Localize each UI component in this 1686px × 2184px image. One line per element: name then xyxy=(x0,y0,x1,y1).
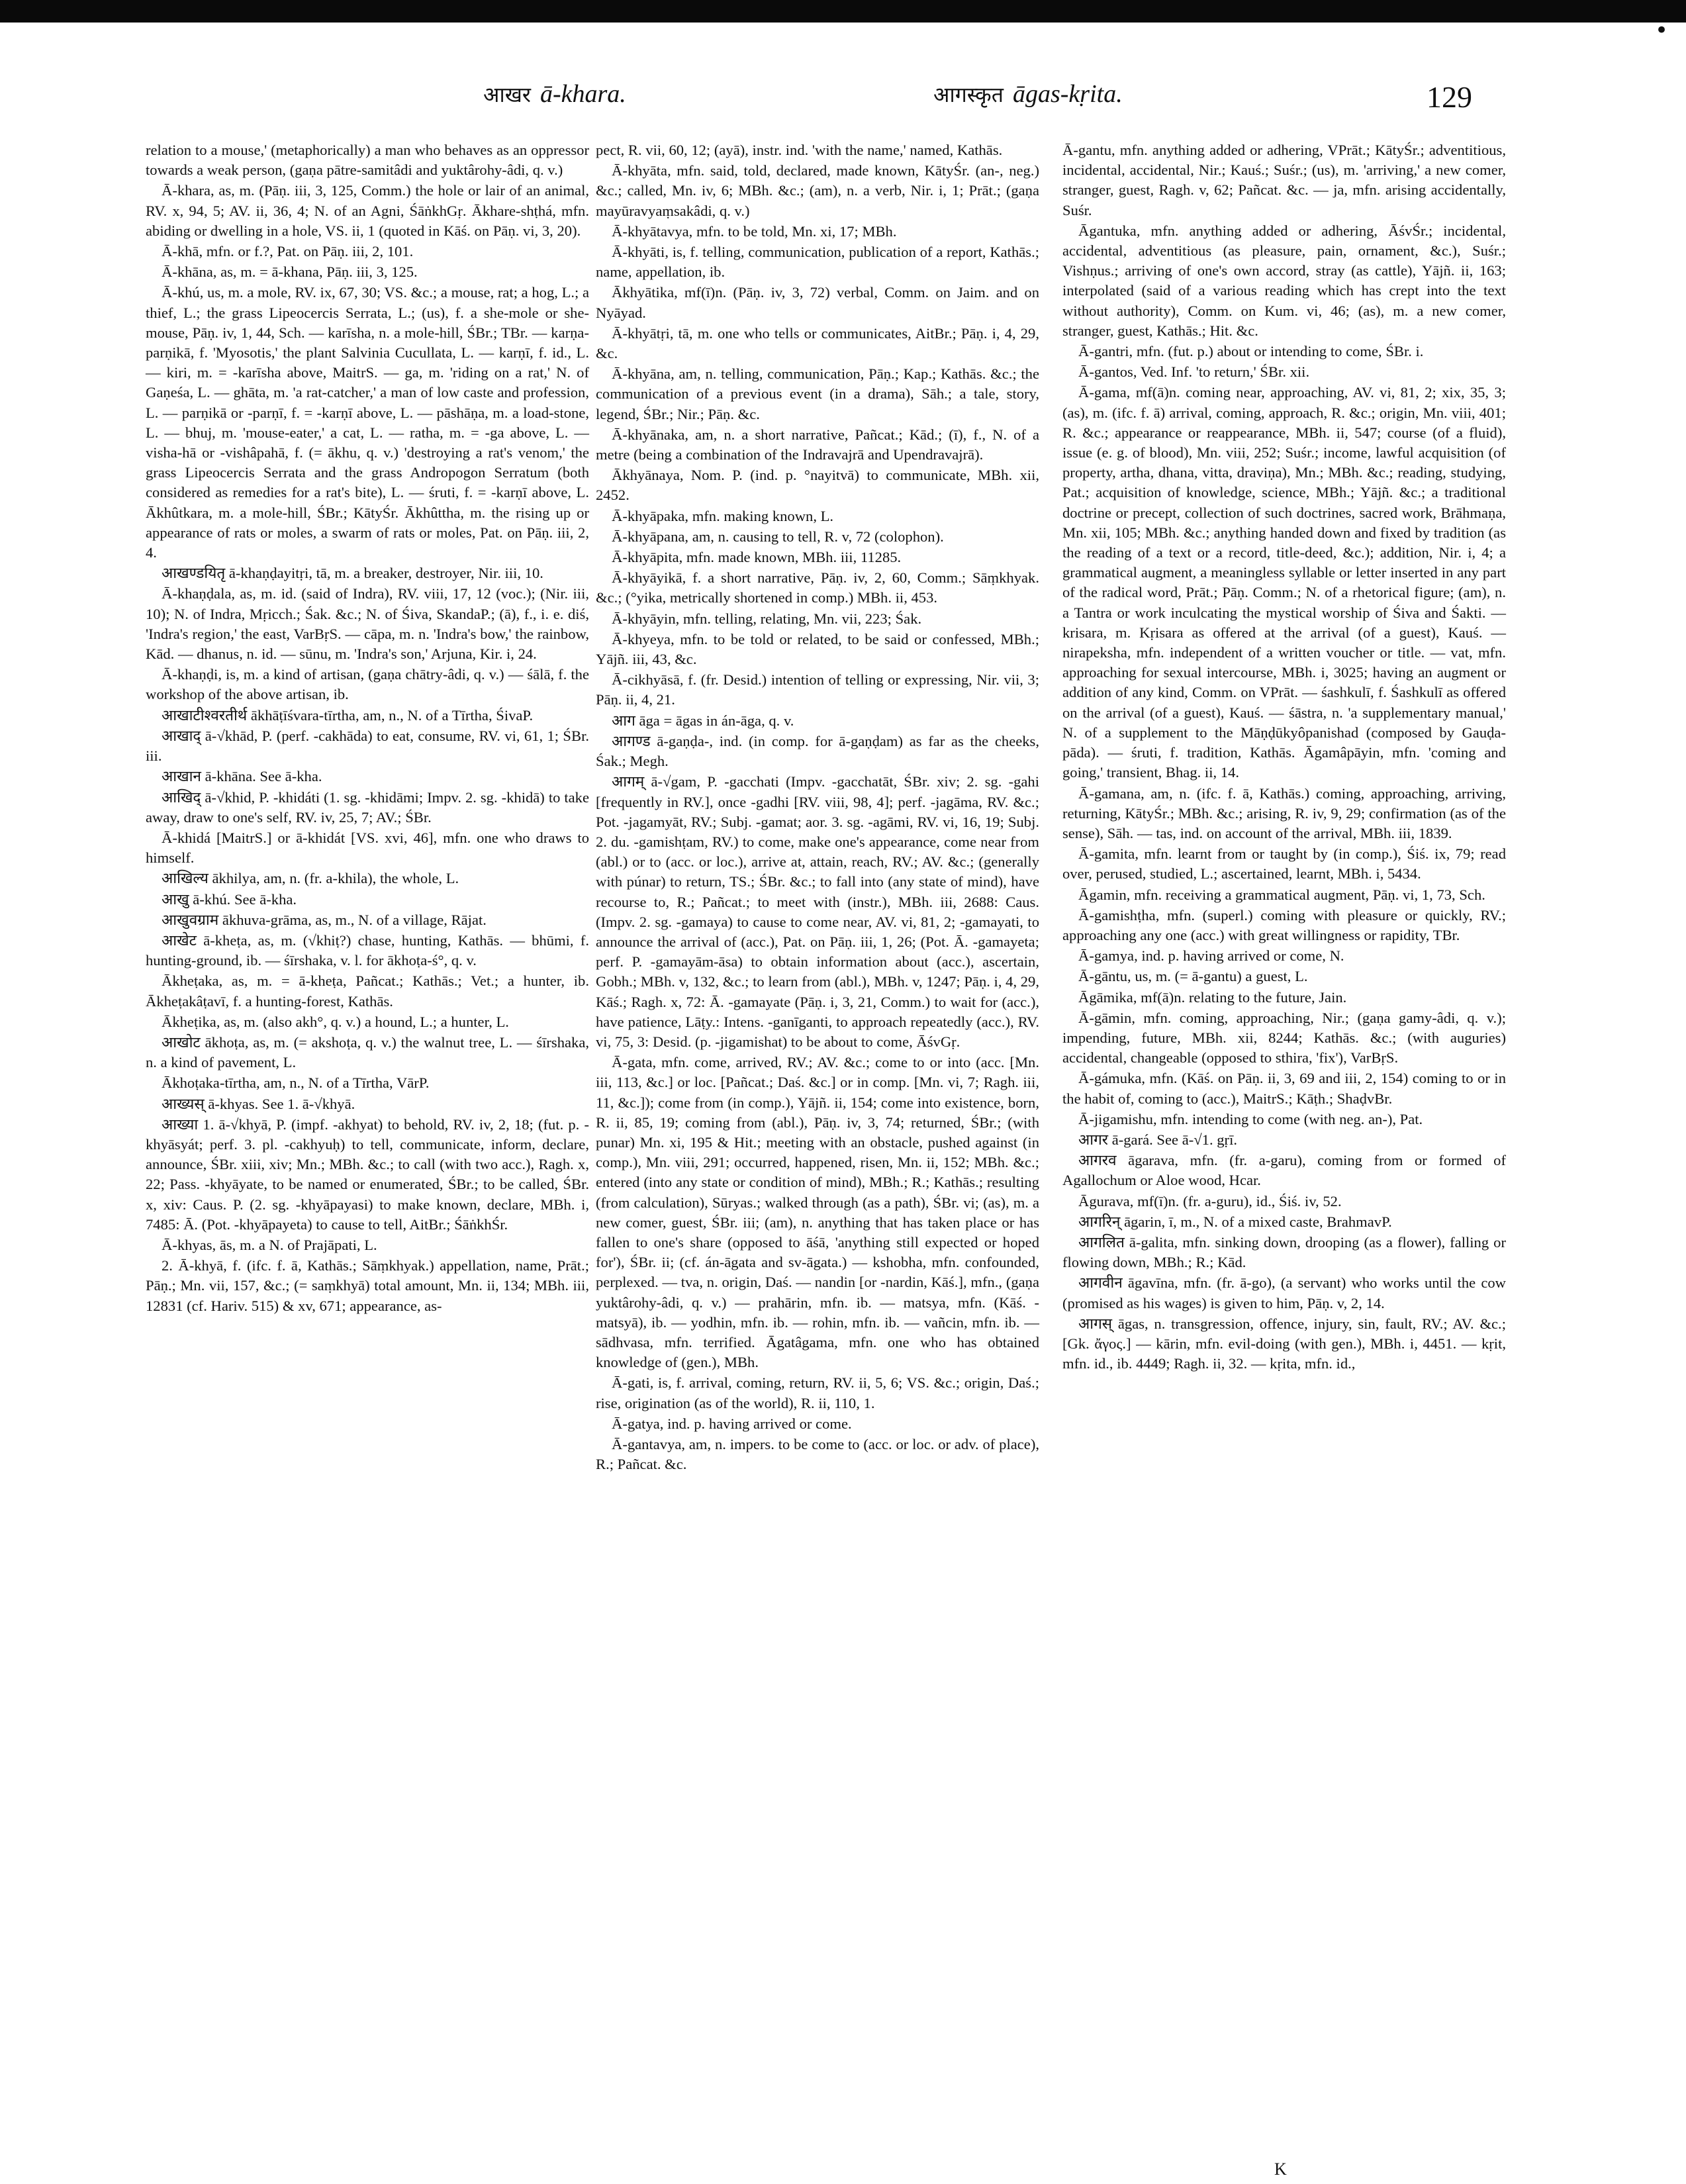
dictionary-entry: Ā-gatya, ind. p. having arrived or come. xyxy=(612,1415,852,1432)
dictionary-entry: Ā-gantos, Ved. Inf. 'to return,' ŚBr. xii. xyxy=(1078,363,1310,381)
dictionary-entry: आखु ā-khú. See ā-kha. xyxy=(162,890,297,908)
dictionary-entry: Āgāmika, mf(ā)n. relating to the future, Jain. xyxy=(1078,988,1347,1006)
dictionary-entry: आखाद् ā-√khād, P. (perf. -cakhāda) to eat, consume, RV. vi, 61, 1; ŚBr. iii. xyxy=(146,727,589,765)
dictionary-entry: Ā-khāna, as, m. = ā-khana, Pāṇ. iii, 3, 125. xyxy=(162,263,418,281)
dictionary-entry: Ā-khaṇḍi, is, m. a kind of artisan, (gaṇa chātry-âdi, q. v.) — śālā, f. the workshop of the above artisan, ib. xyxy=(146,666,589,703)
dictionary-entry: Ā-khyāpana, am, n. causing to tell, R. v, 72 (colophon). xyxy=(612,528,944,545)
dictionary-entry: आख्यस् ā-khyas. See 1. ā-√khyā. xyxy=(162,1095,355,1112)
dictionary-entry: Ākhyānaya, Nom. P. (ind. p. °nayitvā) to communicate, MBh. xii, 2452. xyxy=(596,467,1039,504)
left-headword-roman: ā-khara. xyxy=(539,80,626,108)
dictionary-entry: आगस् āgas, n. transgression, offence, injury, sin, fault, RV.; AV. &c.; [Gk. ἄγος.] — kārin, mfn. evil-doing (with gen.), MBh. i, 4451. — kṛit, mfn. id., ib. 4449; Ragh. ii, 32. — kṛita, mfn. id., xyxy=(1062,1315,1506,1372)
signature-mark: K xyxy=(1274,2160,1287,2179)
dictionary-entry: Ā-gámuka, mfn. (Kāś. on Pāṇ. ii, 3, 69 and iii, 2, 154) coming to or in the habit of, coming to (acc.), MaitrS.; Kāṭh.; ShaḍvBr. xyxy=(1062,1070,1506,1107)
dictionary-entry: आखण्डयितृ ā-khaṇḍayitṛi, tā, m. a breaker, destroyer, Nir. iii, 10. xyxy=(162,565,543,582)
dictionary-entry: Ākheṭaka, as, m. = ā-kheṭa, Pañcat.; Kathās.; Vet.; a hunter, ib. Ākheṭakâṭavī, f. a hunting-forest, Kathās. xyxy=(146,973,589,1010)
dictionary-entry: Ākhoṭaka-tīrtha, am, n., N. of a Tīrtha, VārP. xyxy=(162,1074,430,1092)
dictionary-entry: Ā-khyeya, mfn. to be told or related, to be said or confessed, MBh.; Yājñ. iii, 43, &c. xyxy=(596,630,1039,668)
dictionary-entry: Ākhyātika, mf(ī)n. (Pāṇ. iv, 3, 72) verbal, Comm. on Jaim. and on Nyāyad. xyxy=(596,284,1039,321)
dictionary-entry: आगलित ā-galita, mfn. sinking down, drooping (as a flower), falling or flowing down, MBh.; R.; Kād. xyxy=(1062,1233,1506,1271)
scan-edge-mark: • xyxy=(1655,17,1669,44)
dictionary-entry: Ā-gamishṭha, mfn. (superl.) coming with pleasure or quickly, RV.; approaching any one (acc.) with great willingness or rapidity, TBr. xyxy=(1062,906,1506,943)
dictionary-entry: Ā-khú, us, m. a mole, RV. ix, 67, 30; VS. &c.; a mouse, rat; a hog, L.; a thief, L.; the grass Lipeocercis Serrata, L.; (us), f. a she-mole or she-mouse, Pāṇ. iv, 1, 44, Sch. — karīsha, n. a mole-hill, ŚBr.; TBr. — karṇa-parṇikā, f. 'Myosotis,' the plant Salvinia Cucullata, L. — karṇī, f. id., L. — kiri, m. = -karīsha above, MaitrS. — ga, m. 'riding on a rat,' N. of Gaṇeśa, L. — ghāta, m. 'a rat-catcher,' a man of low caste and profession, L. — parṇikā or -parṇī, f. = -karṇī above, L. — pāshāṇa, m. a load-stone, L. — bhuj, m. 'mouse-eater,' a cat, L. — ratha, m. = -ga above, L. — visha-hā or -vishâpahā, f. (= ākhu, q. v.) 'destroying a rat's venom,' the grass Lipeocercis Serrata and the grass Andropogon Serratum (both considered as remedies for a rat's bite), L. — śruti, f. = -karṇī above, L. Ākhûtkara, m. a mole-hill, ŚBr.; KātyŚr. Ākhûttha, m. the rising up or appearance of rats or moles, a swarm of rats or moles, Pat. on Pāṇ. iii, 2, 4. xyxy=(146,284,589,561)
column-3 xyxy=(1062,140,1506,1374)
top-scan-border xyxy=(0,0,1686,23)
dictionary-entry: आखिद् ā-√khid, P. -khidáti (1. sg. -khidāmi; Impv. 2. sg. -khidā) to take away, draw to one's self, RV. iv, 25, 7; AV.; ŚBr. xyxy=(146,788,589,826)
dictionary-entry: Ā-jigamishu, mfn. intending to come (with neg. an-), Pat. xyxy=(1078,1110,1423,1127)
dictionary-entry: आग āga = āgas in án-āga, q. v. xyxy=(612,712,794,729)
dictionary-entry: आखोट ākhoṭa, as, m. (= akshoṭa, q. v.) the walnut tree, L. — śīrshaka, n. a kind of pavement, L. xyxy=(146,1033,589,1071)
left-running-head xyxy=(483,79,626,109)
dictionary-entry: 2. Ā-khyā, f. (ifc. f. ā, Kathās.; Sāṃkhyak.) appellation, name, Prāt.; Pāṇ.; Mn. vii, 157, &c.; (= saṃkhyā) total amount, Mn. ii, 134; MBh. iii, 12831 (cf. Hariv. 515) & xv, 671; appearance, as- xyxy=(146,1257,589,1314)
dictionary-entry: Ā-khyāti, is, f. telling, communication, publication of a report, Kathās.; name, appellation, ib. xyxy=(596,244,1039,281)
dictionary-entry: आगरव āgarava, mfn. (fr. a-garu), coming from or formed of Agallochum or Aloe wood, Hcar. xyxy=(1062,1152,1506,1189)
dictionary-entry: आगवीन āgavīna, mfn. (fr. ā-go), (a servant) who works until the cow (promised as his wages) is given to him, Pāṇ. v, 2, 14. xyxy=(1062,1274,1506,1311)
dictionary-entry: Ā-khyāyikā, f. a short narrative, Pāṇ. iv, 2, 60, Comm.; Sāṃkhyak. &c.; (°yika, metrically shortened in comp.) MBh. ii, 453. xyxy=(596,569,1039,606)
dictionary-entry: Ā-gamya, ind. p. having arrived or come, N. xyxy=(1078,947,1344,965)
dictionary-entry: Ā-khidá [MaitrS.] or ā-khidát [VS. xvi, 46], mfn. one who draws to himself. xyxy=(146,829,589,867)
dictionary-entry: आखान ā-khāna. See ā-kha. xyxy=(162,768,322,785)
dictionary-entry: Ā-khyānaka, am, n. a short narrative, Pañcat.; Kād.; (ī), f., N. of a metre (being a combination of the Indravajrā and Upendravajrā). xyxy=(596,426,1039,463)
dictionary-entry: Ā-cikhyāsā, f. (fr. Desid.) intention of telling or expressing, Nir. vii, 3; Pāṇ. ii, 4, 21. xyxy=(596,671,1039,708)
center-headword-devanagari: आगस्कृत xyxy=(933,82,1004,107)
dictionary-entry: Āgamin, mfn. receiving a grammatical augment, Pāṇ. vi, 1, 73, Sch. xyxy=(1078,886,1485,903)
dictionary-entry: Āgurava, mf(ī)n. (fr. a-guru), id., Śiś. iv, 52. xyxy=(1078,1192,1342,1210)
dictionary-entry: Ā-khyāyin, mfn. telling, relating, Mn. vii, 223; Śak. xyxy=(612,610,922,627)
dictionary-entry: आगर ā-gará. See ā-√1. gṛī. xyxy=(1078,1131,1237,1148)
dictionary-entry: Ā-khaṇḍala, as, m. id. (said of Indra), RV. viii, 17, 12 (voc.); (Nir. iii, 10); N. of Indra, Mṛicch.; Śak. &c.; N. of Śiva, SkandaP.; (ā), f., i. e. diś, 'Indra's region,' the east, VarBṛS. — cāpa, m. n. 'Indra's bow,' the rainbow, Kād. — dhanus, n. id. — sūnu, m. 'Indra's son,' Arjuna, Kir. i, 24. xyxy=(146,585,589,663)
dictionary-entry: Ā-gamana, am, n. (ifc. f. ā, Kathās.) coming, approaching, arriving, returning, KātyŚr.; MBh. &c.; arising, R. iv, 9, 29; confirmation (as of the sense), Sāh. — tas, ind. on account of the arrival, MBh. iii, 1839. xyxy=(1062,784,1506,841)
page-header xyxy=(0,79,1686,119)
dictionary-entry: Ā-khyāpaka, mfn. making known, L. xyxy=(612,507,834,524)
dictionary-entry: आगरिन् āgarin, ī, m., N. of a mixed caste, BrahmavP. xyxy=(1078,1213,1392,1230)
dictionary-entry: Ākheṭika, as, m. (also akh°, q. v.) a hound, L.; a hunter, L. xyxy=(162,1013,509,1030)
left-headword-devanagari: आखर xyxy=(483,82,531,107)
dictionary-entry: Āgantuka, mfn. anything added or adhering, ĀśvŚr.; incidental, accidental, adventitious (as pleasure, pain, ornament, &c.), Suśr.; Vishṇus.; arriving of one's own accord, stray (as cattle), Yājñ. ii, 163; interpolated (said of a various reading which has crept into the text without authority), Comm. on Kum. vi, 46; (as), m. a new comer, stranger, guest, Kathās.; Hit. &c. xyxy=(1062,222,1506,339)
dictionary-entry: Ā-gati, is, f. arrival, coming, return, RV. ii, 5, 6; VS. &c.; origin, Daś.; rise, origination (as of the world), R. ii, 110, 1. xyxy=(596,1374,1039,1411)
dictionary-entry: आखाटीश्वरतीर्थ ākhāṭīśvara-tīrtha, am, n., N. of a Tīrtha, ŚivaP. xyxy=(162,706,534,724)
dictionary-entry: आख्या 1. ā-√khyā, P. (impf. -akhyat) to behold, RV. iv, 2, 18; (fut. p. -khyāsyát; perf. 3. pl. -cakhyuḥ) to tell, communicate, inform, declare, announce, ŚBr. xiii, xiv; Mn.; MBh. &c.; to call (with two acc.), Ragh. x, 22; Pass. -khyāyate, to be named or enumerated, ŚBr.; to be called, ŚBr. x, xiv: Caus. P. (2. sg. -khyāpayasi) to make known, declare, MBh. i, 7485: Ā. (Pot. -khyāpayeta) to cause to tell, AitBr.; ŚāṅkhŚr. xyxy=(146,1116,589,1233)
dictionary-entry: आगण्ड ā-gaṇḍa-, ind. (in comp. for ā-gaṇḍam) as far as the cheeks, Śak.; Megh. xyxy=(596,732,1039,770)
dictionary-entry: आगम् ā-√gam, P. -gacchati (Impv. -gacchatāt, ŚBr. xiv; 2. sg. -gahi [frequently in RV.], once -gadhi [RV. viii, 98, 4]; perf. -jagāma, RV. &c.; Pot. -jagamyāt, RV.; Subj. -gamat; aor. 3. sg. -agāmi, RV. vi, 16, 19; Subj. 2. du. -gamishṭam, RV.) to come, make one's appearance, come near from (abl.) or to (acc. or loc.), arrive at, attain, reach, RV.; AV. &c.; (generally with púnar) to return, TS.; ŚBr. &c.; to fall into (any state of mind), have recourse to, R.; Pañcat.; to meet with (instr.), MBh. iii, 2688: Caus. (Impv. 2. sg. -gamaya) to cause to come near, AV. vi, 81, 2; -gamayati, to announce the arrival of (acc.), Pat. on Pāṇ. iii, 1, 26; (Pot. Ā. -gamayeta; perf. P. -gamayām-āsa) to obtain information about (acc.), ascertain, Gobh.; MBh. v, 132, &c.; to learn from (abl.), MBh. v, 1247; Pāṇ. i, 4, 29, Kāś.; Ragh. x, 72: Ā. -gamayate (Pāṇ. i, 3, 21, Comm.) to wait for (acc.), have patience, Lāṭy.: Intens. -ganīganti, to approach repeatedly (acc.), RV. vi, 75, 3: Desid. (p. -jigamishat) to be about to come, ĀśvGṛ. xyxy=(596,773,1039,1050)
column-2 xyxy=(596,140,1039,1475)
dictionary-entry: Ā-gata, mfn. come, arrived, RV.; AV. &c.; come to or into (acc. [Mn. iii, 113, &c.] or loc. [Pañcat.; Daś. &c.] or in comp. [Mn. vi, 7; Ragh. iii, 11, &c.]); come from (in comp.), Yājñ. ii, 154; come into existence, born, R. ii, 85, 19; coming from (abl.), Pāṇ. iv, 3, 74; returned, ŚBr.; (with punar) Mn. xi, 195 & Hit.; meeting with an obstacle, pushed against (in comp.), Mn. viii, 291; occurred, happened, risen, Mn. ii, 152; MBh. &c.; entered (into any state or condition of mind), MBh.; R.; Kathās.; resulting (from calculation), Sūryas.; walked through (as a path), ŚBr. vi; (as), m. a new comer, guest, ŚBr. iii; (am), n. anything that has taken place or has fallen to one's share (opposed to āśā, 'anything still expected or hoped for'), ŚBr. ii; (cf. án-āgata and sv-āgata.) — kshobha, mfn. confounded, perplexed. — tva, n. origin, Daś. — nandin [or -nardin, Kāś.], mfn., (gaṇa yuktârohy-âdi, q. v.) — prahārin, mfn. ib. — matsya, mfn. (Kāś. -matsyā), ib. — yodhin, mfn. ib. — rohin, mfn. ib. — vañcin, mfn. ib. — sādhvasa, mfn. terrified. Āgatâgama, mfn. one who has obtained knowledge of (gen.), MBh. xyxy=(596,1054,1039,1371)
dictionary-entry: Ā-khyātṛi, tā, m. one who tells or communicates, AitBr.; Pāṇ. i, 4, 29, &c. xyxy=(596,324,1039,362)
dictionary-entry: Ā-khyas, ās, m. a N. of Prajāpati, L. xyxy=(162,1236,377,1253)
dictionary-entry: Ā-khā, mfn. or f.?, Pat. on Pāṇ. iii, 2, 101. xyxy=(162,243,414,260)
column-1 xyxy=(146,140,589,1317)
dictionary-entry: Ā-gantri, mfn. (fut. p.) about or intending to come, ŚBr. i. xyxy=(1078,343,1424,360)
dictionary-entry: आखिल्य ākhilya, am, n. (fr. a-khila), the whole, L. xyxy=(162,870,459,887)
dictionary-entry: Ā-khyāta, mfn. said, told, declared, made known, KātyŚr. (an-, neg.) &c.; called, Mn. iv, 6; MBh. &c.; (am), n. a verb, Nir. i, 1; Prāt.; (gaṇa mayūravyaṃsakâdi, q. v.) xyxy=(596,162,1039,219)
page-number: 129 xyxy=(1427,80,1472,114)
dictionary-entry: आखुवग्राम ākhuva-grāma, as, m., N. of a village, Rājat. xyxy=(162,911,487,928)
center-running-head xyxy=(933,79,1123,109)
dictionary-entry: Ā-gantu, mfn. anything added or adhering, VPrāt.; KātyŚr.; adventitious, incidental, accidental, Nir.; Kauś.; Suśr.; (us), m. 'arriving,' a new comer, stranger, guest, Ragh. v, 62; Pañcat. &c. — ja, mfn. arising accidentally, Suśr. xyxy=(1062,142,1506,218)
dictionary-entry: आखेट ā-kheṭa, as, m. (√khiṭ?) chase, hunting, Kathās. — bhūmi, f. hunting-ground, ib. — śīrshaka, v. l. for ākhoṭa-ś°, q. v. xyxy=(146,931,589,969)
dictionary-entry: Ā-khyāna, am, n. telling, communication, Pāṇ.; Kap.; Kathās. &c.; the communication of a previous event (in a drama), Sāh.; a tale, story, legend, ŚBr.; Nir.; Pāṇ. &c. xyxy=(596,365,1039,422)
dictionary-entry: Ā-khara, as, m. (Pāṇ. iii, 3, 125, Comm.) the hole or lair of an animal, RV. x, 94, 5; AV. ii, 36, 4; N. of an Agni, ŚāṅkhGṛ. Ākhare-shṭhá, mfn. abiding or dwelling in a hole, VS. ii, 1 (quoted in Kāś. on Pāṇ. vi, 3, 20). xyxy=(146,182,589,239)
dictionary-entry: Ā-gama, mf(ā)n. coming near, approaching, AV. vi, 81, 2; xix, 35, 3; (as), m. (ifc. f. ā) arrival, coming, approach, R. &c.; origin, Mn. viii, 401; R. &c.; appearance or reappearance, MBh. ii, 547; course (of a fluid), issue (e. g. of blood), Mn. viii, 252; Suśr.; income, lawful acquisition (of property, artha, dhana, vitta, draviṇa), Mn.; MBh. &c.; reading, studying, Pat.; acquisition of knowledge, science, MBh.; Yājñ. &c.; a traditional doctrine or precept, collection of such doctrines, sacred work, Brāhmaṇa, Mn. xii, 105; MBh. &c.; anything handed down and fixed by tradition (as the reading of a text or a record, title-deed, &c.); addition, Nir. i, 4; a grammatical augment, a meaningless syllable or letter inserted in any part of the radical word, Prāt.; Pāṇ. Comm.; N. of a rhetorical figure; (am), n. a Tantra or work inculcating the mystical worship of Śiva and Śakti. — krisara, m. Kṛisara as offered at the arrival (of a guest), Kauś. — nirapeksha, mfn. independent of a written voucher or title. — vat, mfn. approaching for sexual intercourse, MBh. i, 3025; having an augment or addition of any kind, Comm. on VPrāt. — śashkulī, f. Śashkulī as offered on the arrival (of a guest), Kauś. — śāstra, n. 'a supplementary manual,' N. of a supplement to the Māṇḍūkyôpanishad (composed by Gauḍa-pāda). — śruti, f. tradition, Kathās. Āgamâpāyin, mfn. 'coming and going,' transient, Bhag. ii, 14. xyxy=(1062,384,1506,781)
dictionary-entry: Ā-gantavya, am, n. impers. to be come to (acc. or loc. or adv. of place), R.; Pañcat. &c. xyxy=(596,1436,1039,1473)
center-headword-roman: āgas-kṛita. xyxy=(1012,80,1123,108)
dictionary-entry: pect, R. vii, 60, 12; (ayā), instr. ind. 'with the name,' named, Kathās. xyxy=(596,142,1003,158)
dictionary-entry: Ā-gāntu, us, m. (= ā-gantu) a guest, L. xyxy=(1078,968,1308,985)
dictionary-entry: Ā-gamita, mfn. learnt from or taught by (in comp.), Śiś. ix, 79; read over, perused, studied, L.; ascertained, learnt, MBh. i, 5434. xyxy=(1062,845,1506,882)
dictionary-entry: Ā-khyātavya, mfn. to be told, Mn. xi, 17; MBh. xyxy=(612,222,897,240)
dictionary-entry: relation to a mouse,' (metaphorically) a man who behaves as an oppressor towards a weak person, (gaṇa pātre-samitâdi and yuktârohy-âdi, q. v.) xyxy=(146,142,589,179)
dictionary-entry: Ā-khyāpita, mfn. made known, MBh. iii, 11285. xyxy=(612,549,902,566)
dictionary-entry: Ā-gāmin, mfn. coming, approaching, Nir.; (gaṇa gamy-âdi, q. v.); impending, future, MBh. xii, 8244; Kathās. &c.; (with auguries) accidental, changeable (opposed to sthira, 'fix'), VarBṛS. xyxy=(1062,1009,1506,1067)
